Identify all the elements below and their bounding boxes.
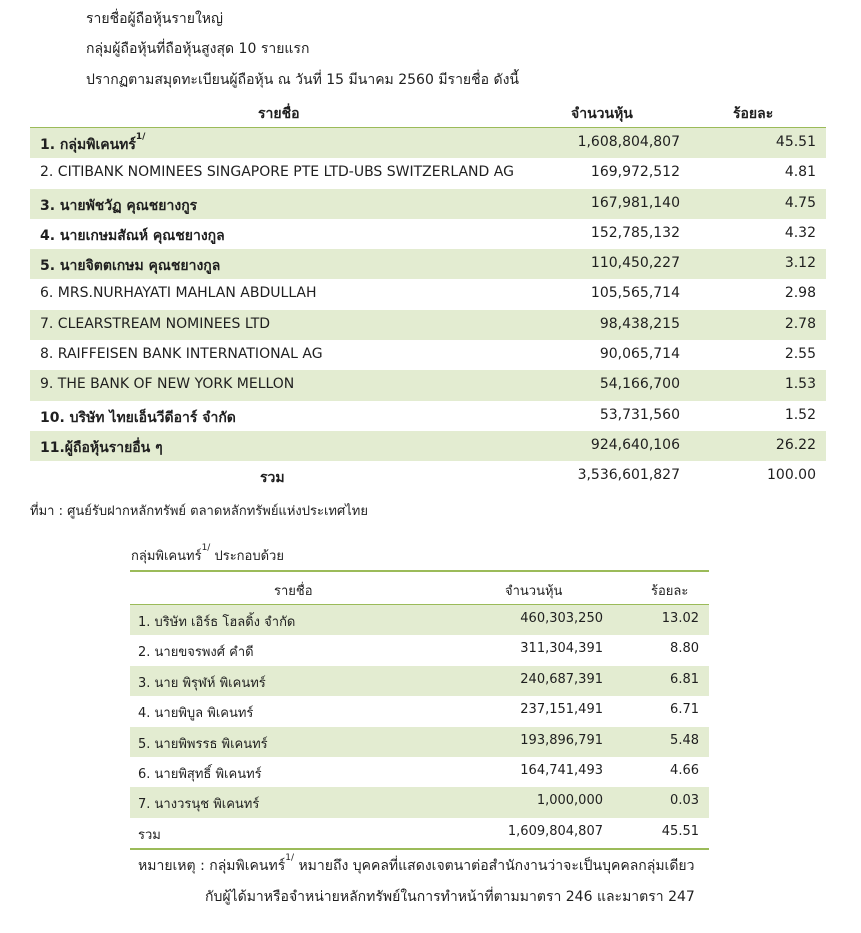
row-shares: 90,065,714 xyxy=(599,346,680,363)
row-name: 6. นายพิสุทธิ์ พิเคนทร์ xyxy=(138,766,262,782)
row-percent: 0.03 xyxy=(670,793,699,809)
footnote-marker: 1/ xyxy=(135,132,146,142)
row-name: 8. RAIFFEISEN BANK INTERNATIONAL AG xyxy=(40,346,323,363)
row-percent: 2.78 xyxy=(784,315,816,332)
row-shares: 169,972,512 xyxy=(590,164,680,181)
row-shares: 53,731,560 xyxy=(599,406,680,423)
row-name: 4. นายเกษมสัณห์ คุณชยางกูล xyxy=(40,227,225,244)
row-percent: 13.02 xyxy=(661,611,699,626)
row-name: 5. นายพิพรรธ พิเคนทร์ xyxy=(138,736,268,752)
table-row xyxy=(30,370,826,400)
row-shares: 924,640,106 xyxy=(590,436,680,453)
table-row xyxy=(30,128,826,158)
row-name: 11.ผู้ถือหุ้นรายอื่น ๆ xyxy=(40,439,163,456)
row-percent: 26.22 xyxy=(775,436,816,453)
row-name: 10. บริษัท ไทยเอ็นวีดีอาร์ จำกัด xyxy=(40,409,236,426)
row-shares: 54,166,700 xyxy=(599,376,680,393)
table-row xyxy=(130,757,709,787)
sub-table xyxy=(130,570,709,850)
total-row xyxy=(130,818,709,850)
table-row xyxy=(30,431,826,461)
footnote-marker: 1/ xyxy=(201,543,211,553)
row-name: 6. MRS.NURHAYATI MAHLAN ABDULLAH xyxy=(40,285,317,302)
table-row xyxy=(130,696,709,726)
row-name: 3. นาย พิรุฬห์ พิเคนทร์ xyxy=(138,675,266,691)
row-name: 2. CITIBANK NOMINEES SINGAPORE PTE LTD-UBS SWITZERLAND AG xyxy=(40,164,514,181)
row-percent: 8.80 xyxy=(670,641,699,657)
row-percent: 5.48 xyxy=(670,732,699,748)
footnote-marker: 1/ xyxy=(285,853,294,863)
header-shares: จำนวนหุ้น xyxy=(571,106,633,122)
row-shares: 460,303,250 xyxy=(520,611,603,626)
header-percent: ร้อยละ xyxy=(733,106,774,122)
total-percent: 100.00 xyxy=(767,467,816,484)
sub-table-title: กลุ่มพิเคนทร์$^{1/}$ ประกอบด้วย xyxy=(131,543,284,564)
row-name: 1. กลุ่มพิเคนทร์$^{1/}$ xyxy=(40,132,146,153)
header-name: รายชื่อ xyxy=(274,584,313,599)
row-name: 2. นายขจรพงศ์ คำดี xyxy=(138,645,254,661)
header-percent: ร้อยละ xyxy=(651,584,689,599)
table-row xyxy=(30,249,826,279)
table-row xyxy=(130,635,709,665)
row-name: 4. นายพิบูล พิเคนทร์ xyxy=(138,706,254,722)
table-row xyxy=(30,340,826,370)
row-percent: 6.71 xyxy=(670,702,699,718)
intro-registry-note: ปรากฏตามสมุดทะเบียนผู้ถือหุ้น ณ วันที่ 15 มีนาคม 2560 มีรายชื่อ ดังนี้ xyxy=(86,72,519,88)
sub-table-header xyxy=(130,572,709,605)
table-row xyxy=(30,401,826,431)
table-row xyxy=(30,279,826,309)
row-shares: 167,981,140 xyxy=(590,194,680,211)
total-row xyxy=(30,461,826,489)
row-shares: 152,785,132 xyxy=(590,224,680,241)
row-percent: 6.81 xyxy=(670,671,699,687)
row-shares: 237,151,491 xyxy=(520,702,603,718)
row-shares: 1,608,804,807 xyxy=(577,134,680,150)
table-row xyxy=(30,310,826,340)
row-name: 1. บริษัท เอิร์ธ โฮลดิ้ง จำกัด xyxy=(138,615,296,630)
row-shares: 240,687,391 xyxy=(520,671,603,687)
total-label: รวม xyxy=(260,470,285,487)
table-row xyxy=(30,189,826,219)
main-table-header xyxy=(30,101,826,129)
intro-subheading: กลุ่มผู้ถือหุ้นที่ถือหุ้นสูงสุด 10 รายแรก xyxy=(86,41,310,57)
row-name: 7. นางวรนุช พิเคนทร์ xyxy=(138,797,260,813)
row-percent: 45.51 xyxy=(775,134,816,150)
table-row xyxy=(130,787,709,817)
header-shares: จำนวนหุ้น xyxy=(505,584,563,599)
total-shares: 3,536,601,827 xyxy=(577,467,680,484)
row-shares: 311,304,391 xyxy=(520,641,603,657)
row-percent: 4.66 xyxy=(670,762,699,778)
table-row xyxy=(130,666,709,696)
footnote-line-1: หมายเหตุ : กลุ่มพิเคนทร์$^{1/}$ หมายถึง บุคคลที่แสดงเจตนาต่อสำนักงานว่าจะเป็นบุคคลกลุ่มเดียว xyxy=(138,853,695,874)
table-row xyxy=(30,219,826,249)
main-table xyxy=(30,128,826,489)
row-name: 9. THE BANK OF NEW YORK MELLON xyxy=(40,376,295,393)
intro-heading: รายชื่อผู้ถือหุ้นรายใหญ่ xyxy=(86,11,223,27)
row-percent: 1.52 xyxy=(784,406,816,423)
row-percent: 1.53 xyxy=(784,376,816,393)
row-shares: 105,565,714 xyxy=(590,285,680,302)
total-shares: 1,609,804,807 xyxy=(507,823,603,839)
row-shares: 164,741,493 xyxy=(520,762,603,778)
total-percent: 45.51 xyxy=(661,823,699,839)
table-row xyxy=(130,605,709,635)
row-shares: 110,450,227 xyxy=(590,255,680,272)
row-percent: 4.81 xyxy=(784,164,816,181)
row-name: 7. CLEARSTREAM NOMINEES LTD xyxy=(40,315,271,332)
total-label: รวม xyxy=(138,827,161,843)
table-row xyxy=(130,727,709,757)
row-shares: 193,896,791 xyxy=(520,732,603,748)
row-name: 3. นายพัชวัฏ คุณชยางกูร xyxy=(40,197,198,214)
table-row xyxy=(30,158,826,188)
footnote-line-2: กับผู้ได้มาหรือจำหน่ายหลักทรัพย์ในการทำหน้าที่ตามมาตรา 246 และมาตรา 247 xyxy=(205,889,695,905)
source-note: ที่มา : ศูนย์รับฝากหลักทรัพย์ ตลาดหลักทรัพย์แห่งประเทศไทย xyxy=(30,504,368,519)
row-percent: 4.32 xyxy=(784,224,816,241)
row-percent: 2.98 xyxy=(784,285,816,302)
row-percent: 2.55 xyxy=(784,346,816,363)
row-percent: 4.75 xyxy=(784,194,816,211)
row-shares: 98,438,215 xyxy=(599,315,680,332)
header-name: รายชื่อ xyxy=(258,106,300,122)
row-percent: 3.12 xyxy=(784,255,816,272)
row-shares: 1,000,000 xyxy=(536,793,603,809)
row-name: 5. นายจิตตเกษม คุณชยางกูล xyxy=(40,258,221,275)
